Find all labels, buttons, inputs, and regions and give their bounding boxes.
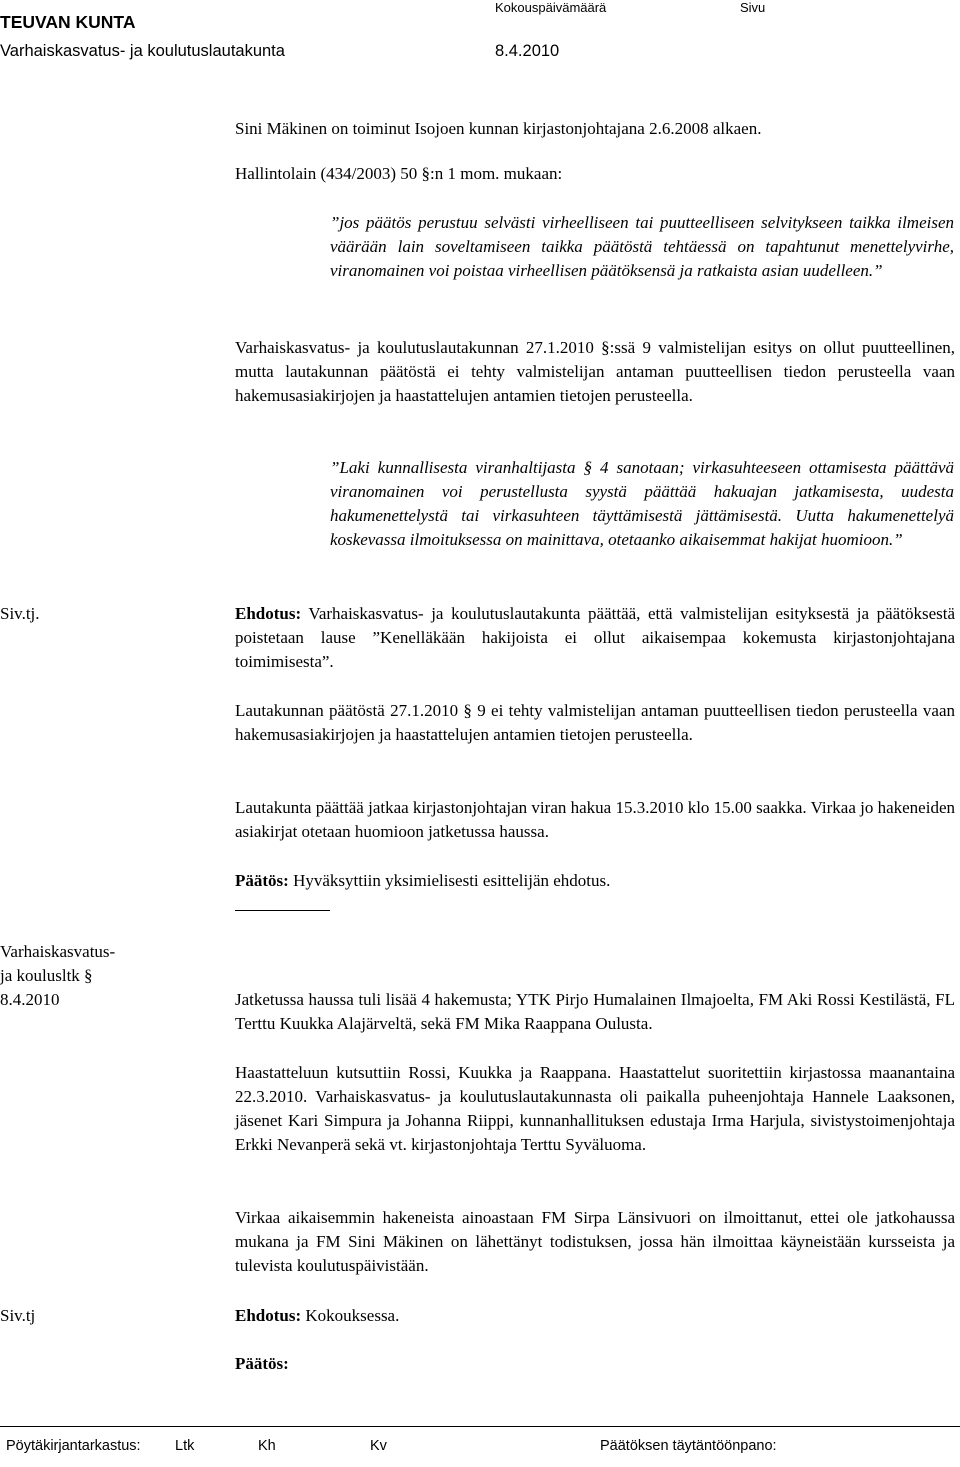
quote-administrative-act: ”jos päätös perustuu selvästi virheelliseen tai puutteelliseen selvitykseen taikka ilmeisen väärään lain soveltamiseen taikka päätöstä tehtäessä on tapahtunut menettelyvirhe, viranomainen voi poistaa virheellisen päätöksensä ja ratkaista asian uudelleen.” [330,213,954,280]
proposal-1-text: Varhaiskasvatus- ja koulutuslautakunta päättää, että valmistelijan esityksestä ja päätöksestä poistetaan lause ”Kenelläkään hakijoista ei ollut aikaisempaa kokemusta kirjastonjohtajana toimimisesta”. [235,604,955,671]
paragraph-appointment: Sini Mäkinen on toiminut Isojoen kunnan kirjastonjohtajana 2.6.2008 alkaen. [235,119,762,138]
side-label-board-line2: ja koulusltk § [0,966,93,985]
paragraph-interviews: Haastatteluun kutsuttiin Rossi, Kuukka ja Raappana. Haastattelut suoritettiin kirjastossa maanantaina 22.3.2010. Varhaiskasvatus- ja koulutuslautakunnasta oli paikalla puheenjohtaja Hannele Laaksonen, jäsenet Kari Simpura ja Johanna Riippi, kunnanhallituksen edustaja Irma Harjula, sivistystoimenjohtaja Erkki Nevanperä sekä vt. kirjastonjohtaja Terttu Syväluoma. [235,1063,955,1154]
meeting-date: 8.4.2010 [495,42,560,60]
proposal-1 [235,602,955,674]
proposal-2 [235,1304,955,1328]
paragraph-law-reference: Hallintolain (434/2003) 50 §:n 1 mom. mukaan: [235,164,563,183]
side-label-board-date: 8.4.2010 [0,990,60,1009]
divider-line [235,910,330,911]
side-label-board [0,940,115,1012]
side-label-sivtj-1: Siv.tj. [0,604,40,623]
side-label-board-line1: Varhaiskasvatus- [0,942,116,961]
decision-1 [235,869,955,893]
page-label: Sivu [740,0,766,15]
decision-1-text: Hyväksyttiin yksimielisesti esittelijän ehdotus. [288,871,611,890]
meeting-date-label: Kokouspäivämäärä [495,0,607,15]
paragraph-extend-application: Lautakunta päättää jatkaa kirjastonjohtajan viran hakua 15.3.2010 klo 15.00 saakka. Virkaa jo hakeneiden asiakirjat otetaan huomioon jatketussa haussa. [235,798,955,841]
proposal-2-text: Kokouksessa. [301,1306,400,1325]
footer-kv: Kv [370,1438,387,1454]
footer-enforcement: Päätöksen täytäntöönpano: [600,1438,777,1454]
footer [0,1426,960,1467]
footer-ltk: Ltk [175,1438,195,1454]
footer-minutes-check: Pöytäkirjantarkastus: [6,1438,141,1454]
side-label-sivtj-2: Siv.tj [0,1306,36,1325]
paragraph-new-applicants: Jatketussa haussa tuli lisää 4 hakemusta; YTK Pirjo Humalainen Ilmajoelta, FM Aki Rossi Kestilästä, FL Terttu Kuukka Alajärveltä, sekä FM Mika Raappana Oulusta. [235,990,955,1033]
board-name: Varhaiskasvatus- ja koulutuslautakunta [0,42,285,60]
proposal-2-label: Ehdotus: [235,1306,302,1325]
footer-kh: Kh [258,1438,276,1454]
proposal-1-label: Ehdotus: [235,604,302,623]
decision-1-label: Päätös: [235,871,289,890]
paragraph-board-decision: Lautakunnan päätöstä 27.1.2010 § 9 ei tehty valmistelijan antaman puutteellisen tiedon perusteella vaan hakemusasiakirjojen ja haastattelujen antamien tietojen perusteella. [235,701,955,744]
organization-name: TEUVAN KUNTA [0,12,136,32]
paragraph-previous-decision: Varhaiskasvatus- ja koulutuslautakunnan 27.1.2010 §:ssä 9 valmistelijan esitys on ollut puutteellinen, mutta lautakunnan päätöstä ei tehty valmistelijan antaman puutteellisen tiedon perusteella vaan hakemusasiakirjojen ja haastattelujen antamien tietojen perusteella. [235,338,955,405]
quote-municipal-officials-act: ”Laki kunnallisesta viranhaltijasta § 4 sanotaan; virkasuhteeseen ottamisesta päättävä viranomainen voi perustellusta syystä päättää hakuajan jatkamisesta, uudesta hakumenettelystä tai virkasuhteen täyttämisestä jättämisestä. Uutta hakumenettelyä koskevassa ilmoituksessa on mainittava, otetaanko aikaisemmat hakijat huomioon.” [330,458,954,549]
decision-2 [235,1352,955,1376]
decision-2-label: Päätös: [235,1354,289,1373]
paragraph-earlier-applicants: Virkaa aikaisemmin hakeneista ainoastaan FM Sirpa Länsivuori on ilmoittanut, ettei ole jatkohaussa mukana ja FM Sini Mäkinen on lähettänyt todistuksen, jossa hän ilmoittaa käyneistään kursseista ja tulevista koulutuspäivistään. [235,1208,955,1275]
